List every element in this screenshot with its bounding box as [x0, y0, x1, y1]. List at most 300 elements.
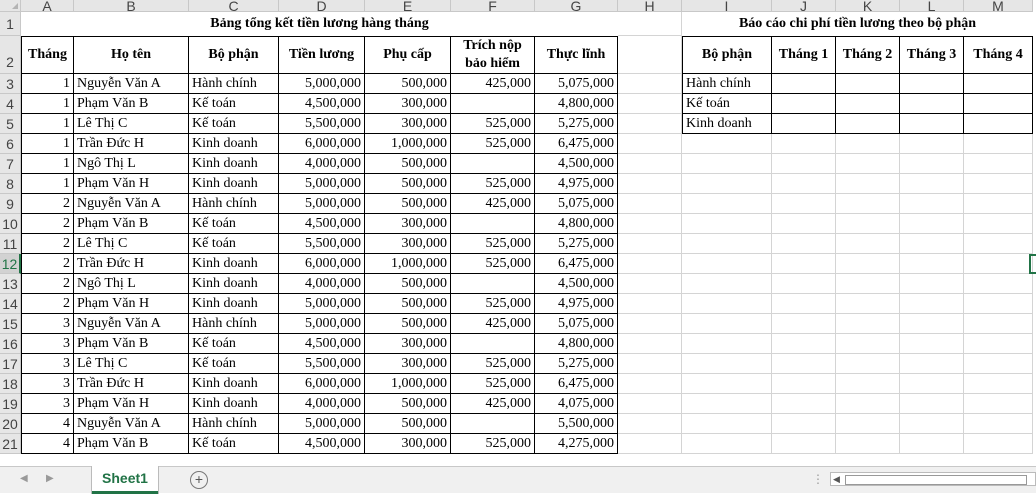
table-cell[interactable]: 6,475,000 — [535, 254, 618, 274]
table-cell[interactable]: 3 — [21, 334, 74, 354]
table-cell[interactable]: 425,000 — [451, 394, 535, 414]
table-cell[interactable]: 5,275,000 — [535, 234, 618, 254]
table-cell[interactable]: Kế toán — [189, 434, 279, 454]
empty-cell[interactable] — [964, 434, 1033, 454]
report-value-cell[interactable] — [964, 114, 1033, 134]
table-cell[interactable]: 4,000,000 — [279, 154, 365, 174]
empty-cell[interactable] — [900, 394, 964, 414]
column-header-h[interactable]: H — [618, 0, 682, 12]
empty-cell[interactable] — [772, 434, 836, 454]
table-cell[interactable]: 3 — [21, 314, 74, 334]
column-header-d[interactable]: D — [279, 0, 365, 12]
table-cell[interactable]: 6,000,000 — [279, 134, 365, 154]
table-cell[interactable]: Hành chính — [189, 194, 279, 214]
empty-cell[interactable] — [772, 254, 836, 274]
report-header-thang-1[interactable]: Tháng 1 — [772, 36, 836, 74]
row-header-15[interactable]: 15 — [0, 314, 21, 334]
table-cell[interactable]: 500,000 — [365, 74, 451, 94]
table-cell[interactable]: 525,000 — [451, 234, 535, 254]
table-cell[interactable]: 300,000 — [365, 234, 451, 254]
scroll-right-icon[interactable]: ▶ — [46, 473, 54, 484]
row-header-18[interactable]: 18 — [0, 374, 21, 394]
table-cell[interactable]: Phạm Văn B — [74, 94, 189, 114]
table-cell[interactable]: 300,000 — [365, 354, 451, 374]
table-cell[interactable]: Ngô Thị L — [74, 154, 189, 174]
row-header-14[interactable]: 14 — [0, 294, 21, 314]
row-header-4[interactable]: 4 — [0, 94, 21, 114]
column-header-g[interactable]: G — [535, 0, 618, 12]
header-phu-cap[interactable]: Phụ cấp — [365, 36, 451, 74]
table-cell[interactable]: 5,000,000 — [279, 194, 365, 214]
table-cell[interactable]: 500,000 — [365, 394, 451, 414]
empty-cell[interactable] — [618, 154, 682, 174]
table-cell[interactable] — [451, 414, 535, 434]
table-cell[interactable]: Kinh doanh — [189, 374, 279, 394]
row-header-17[interactable]: 17 — [0, 354, 21, 374]
table-cell[interactable]: 425,000 — [451, 74, 535, 94]
empty-cell[interactable] — [836, 194, 900, 214]
empty-cell[interactable] — [836, 374, 900, 394]
empty-cell[interactable] — [900, 134, 964, 154]
report-value-cell[interactable] — [900, 94, 964, 114]
table-cell[interactable]: 500,000 — [365, 414, 451, 434]
table-cell[interactable] — [451, 94, 535, 114]
empty-cell[interactable] — [618, 274, 682, 294]
table-cell[interactable]: Kế toán — [189, 334, 279, 354]
row-header-10[interactable]: 10 — [0, 214, 21, 234]
empty-cell[interactable] — [772, 334, 836, 354]
table-cell[interactable]: 4,275,000 — [535, 434, 618, 454]
column-header-j[interactable]: J — [772, 0, 836, 12]
table-cell[interactable]: Trần Đức H — [74, 254, 189, 274]
empty-cell[interactable] — [618, 12, 682, 36]
row-header-7[interactable]: 7 — [0, 154, 21, 174]
table-cell[interactable]: 5,500,000 — [279, 114, 365, 134]
empty-cell[interactable] — [618, 414, 682, 434]
header-trich-nop-bao-hiem[interactable]: Trích nộp bảo hiểm — [451, 36, 535, 74]
table-cell[interactable]: 525,000 — [451, 434, 535, 454]
table-cell[interactable]: Ngô Thị L — [74, 274, 189, 294]
table-cell[interactable]: 500,000 — [365, 154, 451, 174]
empty-cell[interactable] — [682, 434, 772, 454]
empty-cell[interactable] — [900, 174, 964, 194]
report-value-cell[interactable] — [836, 114, 900, 134]
empty-cell[interactable] — [900, 154, 964, 174]
empty-cell[interactable] — [900, 214, 964, 234]
empty-cell[interactable] — [618, 434, 682, 454]
table-cell[interactable]: 525,000 — [451, 114, 535, 134]
column-header-e[interactable]: E — [365, 0, 451, 12]
empty-cell[interactable] — [682, 394, 772, 414]
empty-cell[interactable] — [772, 414, 836, 434]
empty-cell[interactable] — [618, 194, 682, 214]
row-header-1[interactable]: 1 — [0, 12, 21, 36]
row-header-12[interactable]: 12 — [0, 254, 21, 274]
table-cell[interactable]: Nguyễn Văn A — [74, 414, 189, 434]
empty-cell[interactable] — [682, 314, 772, 334]
empty-cell[interactable] — [836, 214, 900, 234]
table-cell[interactable] — [451, 334, 535, 354]
empty-cell[interactable] — [836, 174, 900, 194]
table-cell[interactable]: Kinh doanh — [189, 154, 279, 174]
table-cell[interactable]: 2 — [21, 274, 74, 294]
empty-cell[interactable] — [964, 294, 1033, 314]
table-cell[interactable]: Nguyễn Văn A — [74, 74, 189, 94]
row-header-16[interactable]: 16 — [0, 334, 21, 354]
report-header-thang-2[interactable]: Tháng 2 — [836, 36, 900, 74]
table-cell[interactable]: 5,000,000 — [279, 174, 365, 194]
table-cell[interactable]: 5,075,000 — [535, 194, 618, 214]
empty-cell[interactable] — [682, 254, 772, 274]
empty-cell[interactable] — [964, 354, 1033, 374]
table-cell[interactable]: 6,475,000 — [535, 374, 618, 394]
empty-cell[interactable] — [772, 374, 836, 394]
report-value-cell[interactable] — [772, 74, 836, 94]
empty-cell[interactable] — [682, 294, 772, 314]
empty-cell[interactable] — [836, 354, 900, 374]
report-header-bo-phan[interactable]: Bộ phận — [682, 36, 772, 74]
column-header-k[interactable]: K — [836, 0, 900, 12]
table-cell[interactable]: 4,500,000 — [279, 94, 365, 114]
table-cell[interactable]: 2 — [21, 294, 74, 314]
header-thang[interactable]: Tháng — [21, 36, 74, 74]
table-cell[interactable]: Lê Thị C — [74, 114, 189, 134]
column-header-c[interactable]: C — [189, 0, 279, 12]
table-cell[interactable]: Phạm Văn B — [74, 214, 189, 234]
table-cell[interactable]: 3 — [21, 374, 74, 394]
table-cell[interactable]: Kế toán — [189, 214, 279, 234]
table-cell[interactable]: 5,500,000 — [279, 354, 365, 374]
row-header-3[interactable]: 3 — [0, 74, 21, 94]
table-cell[interactable]: 525,000 — [451, 174, 535, 194]
header-tien-luong[interactable]: Tiền lương — [279, 36, 365, 74]
table-cell[interactable]: 500,000 — [365, 294, 451, 314]
table-cell[interactable]: 500,000 — [365, 174, 451, 194]
empty-cell[interactable] — [618, 394, 682, 414]
scrollbar-thumb[interactable] — [845, 475, 1027, 485]
table-cell[interactable]: Trần Đức H — [74, 134, 189, 154]
table-cell[interactable]: 5,500,000 — [535, 414, 618, 434]
table-cell[interactable]: 525,000 — [451, 374, 535, 394]
column-header-m[interactable]: M — [964, 0, 1033, 12]
report-department-cell[interactable]: Kinh doanh — [682, 114, 772, 134]
report-value-cell[interactable] — [900, 74, 964, 94]
empty-cell[interactable] — [964, 334, 1033, 354]
empty-cell[interactable] — [900, 294, 964, 314]
report-value-cell[interactable] — [836, 94, 900, 114]
empty-cell[interactable] — [772, 314, 836, 334]
empty-cell[interactable] — [682, 374, 772, 394]
table-cell[interactable]: 2 — [21, 234, 74, 254]
empty-cell[interactable] — [772, 234, 836, 254]
empty-cell[interactable] — [772, 274, 836, 294]
table-cell[interactable]: 500,000 — [365, 194, 451, 214]
empty-cell[interactable] — [900, 414, 964, 434]
empty-cell[interactable] — [618, 134, 682, 154]
table-cell[interactable]: Lê Thị C — [74, 234, 189, 254]
table-cell[interactable]: 4,975,000 — [535, 294, 618, 314]
table-cell[interactable]: 525,000 — [451, 294, 535, 314]
empty-cell[interactable] — [964, 394, 1033, 414]
empty-cell[interactable] — [618, 254, 682, 274]
report-value-cell[interactable] — [836, 74, 900, 94]
empty-cell[interactable] — [836, 414, 900, 434]
table-cell[interactable]: 1 — [21, 154, 74, 174]
empty-cell[interactable] — [964, 174, 1033, 194]
report-value-cell[interactable] — [772, 94, 836, 114]
table-cell[interactable]: Kinh doanh — [189, 254, 279, 274]
table-cell[interactable]: 4,075,000 — [535, 394, 618, 414]
table-cell[interactable]: Nguyễn Văn A — [74, 314, 189, 334]
empty-cell[interactable] — [836, 434, 900, 454]
select-all-corner[interactable] — [0, 0, 21, 12]
empty-cell[interactable] — [682, 234, 772, 254]
table-cell[interactable]: Kinh doanh — [189, 294, 279, 314]
table-cell[interactable] — [451, 274, 535, 294]
table-cell[interactable]: 300,000 — [365, 334, 451, 354]
table-cell[interactable]: Kế toán — [189, 114, 279, 134]
table-cell[interactable]: 525,000 — [451, 354, 535, 374]
table-cell[interactable]: Trần Đức H — [74, 374, 189, 394]
tab-splitter-icon[interactable]: ⋮ — [812, 472, 824, 486]
table-cell[interactable]: 5,275,000 — [535, 114, 618, 134]
column-header-l[interactable]: L — [900, 0, 964, 12]
table-cell[interactable]: 4,500,000 — [279, 214, 365, 234]
table-cell[interactable]: 5,500,000 — [279, 234, 365, 254]
empty-cell[interactable] — [900, 234, 964, 254]
table-cell[interactable]: Kế toán — [189, 234, 279, 254]
empty-cell[interactable] — [682, 174, 772, 194]
header-ho-ten[interactable]: Họ tên — [74, 36, 189, 74]
empty-cell[interactable] — [618, 294, 682, 314]
empty-cell[interactable] — [900, 314, 964, 334]
empty-cell[interactable] — [772, 134, 836, 154]
table-cell[interactable]: Hành chính — [189, 314, 279, 334]
empty-cell[interactable] — [836, 134, 900, 154]
empty-cell[interactable] — [682, 414, 772, 434]
empty-cell[interactable] — [618, 374, 682, 394]
empty-cell[interactable] — [618, 234, 682, 254]
table-cell[interactable]: 2 — [21, 194, 74, 214]
report-value-cell[interactable] — [964, 74, 1033, 94]
table-cell[interactable]: 5,075,000 — [535, 314, 618, 334]
report-value-cell[interactable] — [964, 94, 1033, 114]
table-cell[interactable]: Kinh doanh — [189, 134, 279, 154]
table-cell[interactable]: 1 — [21, 134, 74, 154]
column-header-i[interactable]: I — [682, 0, 772, 12]
empty-cell[interactable] — [772, 194, 836, 214]
table-cell[interactable]: 1,000,000 — [365, 254, 451, 274]
table-cell[interactable]: 4,500,000 — [279, 334, 365, 354]
empty-cell[interactable] — [772, 354, 836, 374]
table-cell[interactable]: 525,000 — [451, 134, 535, 154]
empty-cell[interactable] — [964, 274, 1033, 294]
table-cell[interactable]: 425,000 — [451, 314, 535, 334]
row-header-6[interactable]: 6 — [0, 134, 21, 154]
table-cell[interactable]: 5,000,000 — [279, 414, 365, 434]
table-cell[interactable]: 4 — [21, 434, 74, 454]
row-header-20[interactable]: 20 — [0, 414, 21, 434]
table-cell[interactable]: Kinh doanh — [189, 174, 279, 194]
table-cell[interactable]: 1 — [21, 74, 74, 94]
table-cell[interactable]: Kế toán — [189, 354, 279, 374]
empty-cell[interactable] — [836, 234, 900, 254]
empty-cell[interactable] — [836, 274, 900, 294]
empty-cell[interactable] — [900, 334, 964, 354]
table-cell[interactable]: 500,000 — [365, 314, 451, 334]
table-cell[interactable]: Phạm Văn B — [74, 434, 189, 454]
table-cell[interactable]: 4,000,000 — [279, 394, 365, 414]
table-cell[interactable]: 6,000,000 — [279, 374, 365, 394]
table-cell[interactable]: 4,800,000 — [535, 214, 618, 234]
report-department-cell[interactable]: Kế toán — [682, 94, 772, 114]
empty-cell[interactable] — [772, 394, 836, 414]
table-cell[interactable]: Kế toán — [189, 94, 279, 114]
table-cell[interactable]: 4,800,000 — [535, 334, 618, 354]
empty-cell[interactable] — [836, 334, 900, 354]
empty-cell[interactable] — [900, 434, 964, 454]
empty-cell[interactable] — [964, 234, 1033, 254]
scroll-left-arrow-icon[interactable]: ◀ — [833, 474, 840, 484]
report-department-cell[interactable]: Hành chính — [682, 74, 772, 94]
table-cell[interactable]: 5,075,000 — [535, 74, 618, 94]
empty-cell[interactable] — [618, 74, 682, 94]
empty-cell[interactable] — [836, 294, 900, 314]
report-value-cell[interactable] — [900, 114, 964, 134]
table-cell[interactable]: 3 — [21, 354, 74, 374]
table-cell[interactable]: 4,800,000 — [535, 94, 618, 114]
column-header-f[interactable]: F — [451, 0, 535, 12]
empty-cell[interactable] — [964, 314, 1033, 334]
empty-cell[interactable] — [618, 334, 682, 354]
empty-cell[interactable] — [772, 214, 836, 234]
empty-cell[interactable] — [682, 154, 772, 174]
row-header-11[interactable]: 11 — [0, 234, 21, 254]
table-cell[interactable]: 5,000,000 — [279, 314, 365, 334]
empty-cell[interactable] — [900, 254, 964, 274]
empty-cell[interactable] — [618, 36, 682, 74]
table-cell[interactable] — [451, 214, 535, 234]
table-cell[interactable]: 1,000,000 — [365, 374, 451, 394]
table-cell[interactable]: Kinh doanh — [189, 274, 279, 294]
empty-cell[interactable] — [964, 374, 1033, 394]
row-header-9[interactable]: 9 — [0, 194, 21, 214]
empty-cell[interactable] — [772, 154, 836, 174]
report-value-cell[interactable] — [772, 114, 836, 134]
table-cell[interactable]: 6,000,000 — [279, 254, 365, 274]
table-cell[interactable]: 4 — [21, 414, 74, 434]
empty-cell[interactable] — [900, 194, 964, 214]
table-cell[interactable]: 2 — [21, 254, 74, 274]
empty-cell[interactable] — [618, 314, 682, 334]
table-cell[interactable]: 4,500,000 — [535, 274, 618, 294]
table-cell[interactable]: Hành chính — [189, 414, 279, 434]
table-cell[interactable]: 3 — [21, 394, 74, 414]
column-header-b[interactable]: B — [74, 0, 189, 12]
table-cell[interactable]: Hành chính — [189, 74, 279, 94]
row-header-21[interactable]: 21 — [0, 434, 21, 454]
empty-cell[interactable] — [964, 134, 1033, 154]
table-cell[interactable]: 5,000,000 — [279, 74, 365, 94]
table-cell[interactable]: 300,000 — [365, 214, 451, 234]
row-header-2[interactable]: 2 — [0, 36, 21, 74]
add-sheet-icon[interactable]: + — [190, 471, 208, 489]
row-header-19[interactable]: 19 — [0, 394, 21, 414]
empty-cell[interactable] — [964, 254, 1033, 274]
scroll-left-icon[interactable]: ◀ — [20, 473, 28, 484]
empty-cell[interactable] — [964, 194, 1033, 214]
table-cell[interactable] — [451, 154, 535, 174]
empty-cell[interactable] — [682, 214, 772, 234]
table-cell[interactable]: 1 — [21, 94, 74, 114]
horizontal-scrollbar[interactable] — [830, 472, 1036, 486]
empty-cell[interactable] — [900, 374, 964, 394]
empty-cell[interactable] — [682, 274, 772, 294]
empty-cell[interactable] — [836, 254, 900, 274]
empty-cell[interactable] — [682, 354, 772, 374]
table-cell[interactable]: 500,000 — [365, 274, 451, 294]
table-cell[interactable]: Phạm Văn H — [74, 394, 189, 414]
empty-cell[interactable] — [964, 154, 1033, 174]
table-cell[interactable]: 1,000,000 — [365, 134, 451, 154]
table-cell[interactable]: Phạm Văn H — [74, 174, 189, 194]
table-cell[interactable]: Lê Thị C — [74, 354, 189, 374]
row-header-8[interactable]: 8 — [0, 174, 21, 194]
empty-cell[interactable] — [772, 174, 836, 194]
empty-cell[interactable] — [618, 354, 682, 374]
empty-cell[interactable] — [618, 214, 682, 234]
table-cell[interactable]: 4,500,000 — [279, 434, 365, 454]
table-cell[interactable]: 4,975,000 — [535, 174, 618, 194]
empty-cell[interactable] — [618, 94, 682, 114]
empty-cell[interactable] — [900, 274, 964, 294]
sheet-tab-sheet1[interactable]: Sheet1 — [92, 466, 158, 494]
table-cell[interactable]: 525,000 — [451, 254, 535, 274]
empty-cell[interactable] — [964, 214, 1033, 234]
empty-cell[interactable] — [836, 394, 900, 414]
table-cell[interactable]: 6,475,000 — [535, 134, 618, 154]
empty-cell[interactable] — [682, 134, 772, 154]
table-cell[interactable]: Phạm Văn H — [74, 294, 189, 314]
table-cell[interactable]: Phạm Văn B — [74, 334, 189, 354]
empty-cell[interactable] — [836, 154, 900, 174]
table-cell[interactable]: Kinh doanh — [189, 394, 279, 414]
row-header-13[interactable]: 13 — [0, 274, 21, 294]
empty-cell[interactable] — [682, 194, 772, 214]
table-cell[interactable]: 5,000,000 — [279, 294, 365, 314]
table-cell[interactable]: 5,275,000 — [535, 354, 618, 374]
empty-cell[interactable] — [836, 314, 900, 334]
empty-cell[interactable] — [772, 294, 836, 314]
table-cell[interactable]: 1 — [21, 174, 74, 194]
table-cell[interactable]: 1 — [21, 114, 74, 134]
empty-cell[interactable] — [618, 174, 682, 194]
empty-cell[interactable] — [900, 354, 964, 374]
report-header-thang-3[interactable]: Tháng 3 — [900, 36, 964, 74]
header-thuc-linh[interactable]: Thực lĩnh — [535, 36, 618, 74]
table-cell[interactable]: 300,000 — [365, 434, 451, 454]
row-header-5[interactable]: 5 — [0, 114, 21, 134]
table-cell[interactable]: 300,000 — [365, 94, 451, 114]
column-header-a[interactable]: A — [21, 0, 74, 12]
table-cell[interactable]: 2 — [21, 214, 74, 234]
table-cell[interactable]: 300,000 — [365, 114, 451, 134]
header-bo-phan[interactable]: Bộ phận — [189, 36, 279, 74]
table-cell[interactable]: 4,000,000 — [279, 274, 365, 294]
table-cell[interactable]: 4,500,000 — [535, 154, 618, 174]
empty-cell[interactable] — [682, 334, 772, 354]
report-header-thang-4[interactable]: Tháng 4 — [964, 36, 1033, 74]
